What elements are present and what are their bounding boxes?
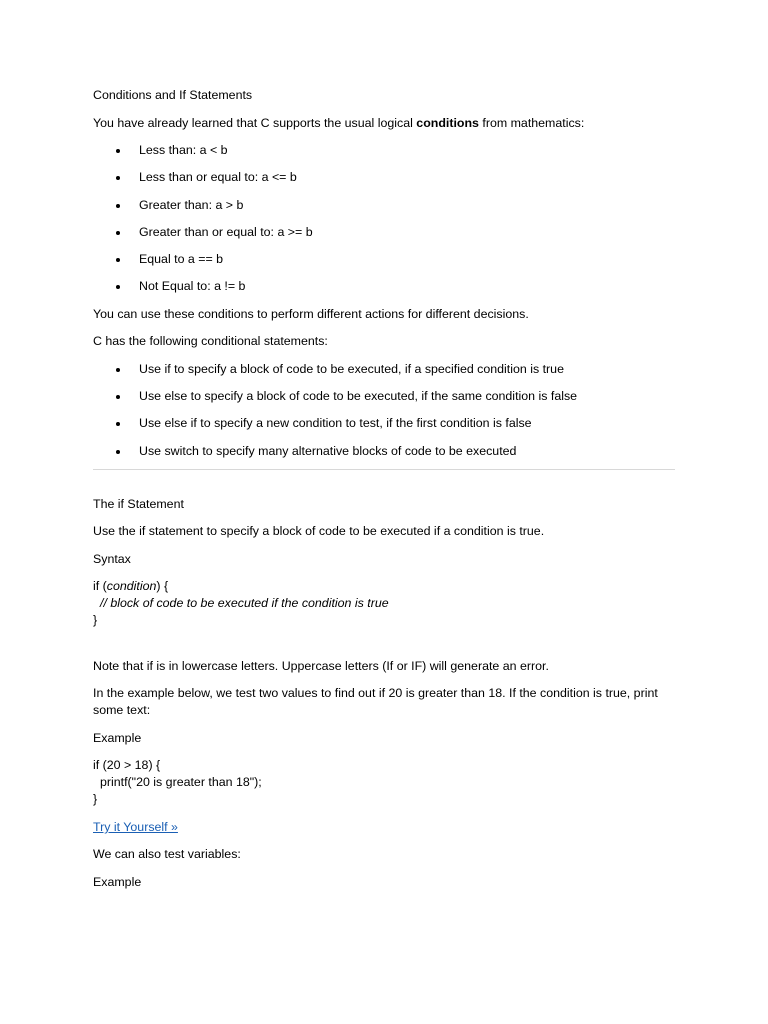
syntax-text: if ( [93,579,107,594]
try-it-yourself-paragraph [93,819,675,836]
conditions-list [93,142,675,295]
section-heading-if-statement: The if Statement [93,496,184,511]
example-line-2: printf("20 is greater than 18"); [100,775,262,790]
try-it-yourself-link[interactable]: Try it Yourself » [93,819,178,834]
syntax-condition-placeholder: condition [106,579,157,594]
example-description: In the example below, we test two values to find out if 20 is greater than 18. If the condition is true, print some text: [93,686,658,718]
horizontal-divider [93,469,675,470]
lowercase-note: Note that if is in lowercase letters. Uppercase letters (If or IF) will generate an error. [93,658,549,673]
if-description: Use the if statement to specify a block of code to be executed if a condition is true. [93,524,545,539]
syntax-text: ) { [156,579,169,594]
example-line-3: } [93,792,98,807]
document-page [93,87,675,901]
list-item: Not Equal to: a != b [93,278,675,295]
intro-bold-conditions: conditions [416,115,479,130]
syntax-line-3: } [93,613,98,628]
intro-paragraph [93,115,675,132]
blank-line [93,640,675,658]
syntax-label: Syntax [93,551,131,566]
conditional-statements-paragraph: C has the following conditional statements: [93,334,328,349]
section-heading-conditions: Conditions and If Statements [93,88,253,102]
example-label: Example [93,730,142,745]
list-item: Equal to a == b [93,251,675,268]
list-item: Less than: a < b [93,142,675,159]
syntax-code-block [93,578,675,629]
use-conditions-paragraph: You can use these conditions to perform different actions for different decisions. [93,306,529,321]
variables-paragraph: We can also test variables: [93,847,241,862]
list-item: Use else to specify a block of code to be executed, if the same condition is false [93,388,675,405]
list-item: Greater than or equal to: a >= b [93,224,675,241]
list-item: Use if to specify a block of code to be executed, if a specified condition is true [93,361,675,378]
example-code-block [93,757,675,808]
list-item: Less than or equal to: a <= b [93,169,675,186]
example-label: Example [93,874,142,889]
statements-list [93,361,675,460]
intro-text-before: You have already learned that C supports the usual logical [93,115,417,130]
example-line-1: if (20 > 18) { [93,758,161,773]
syntax-line-1 [93,578,675,595]
intro-text-after: from mathematics: [478,115,585,130]
list-item: Use else if to specify a new condition to test, if the first condition is false [93,415,675,432]
list-item: Use switch to specify many alternative blocks of code to be executed [93,443,675,460]
syntax-line-2: // block of code to be executed if the condition is true [100,596,389,611]
list-item: Greater than: a > b [93,197,675,214]
